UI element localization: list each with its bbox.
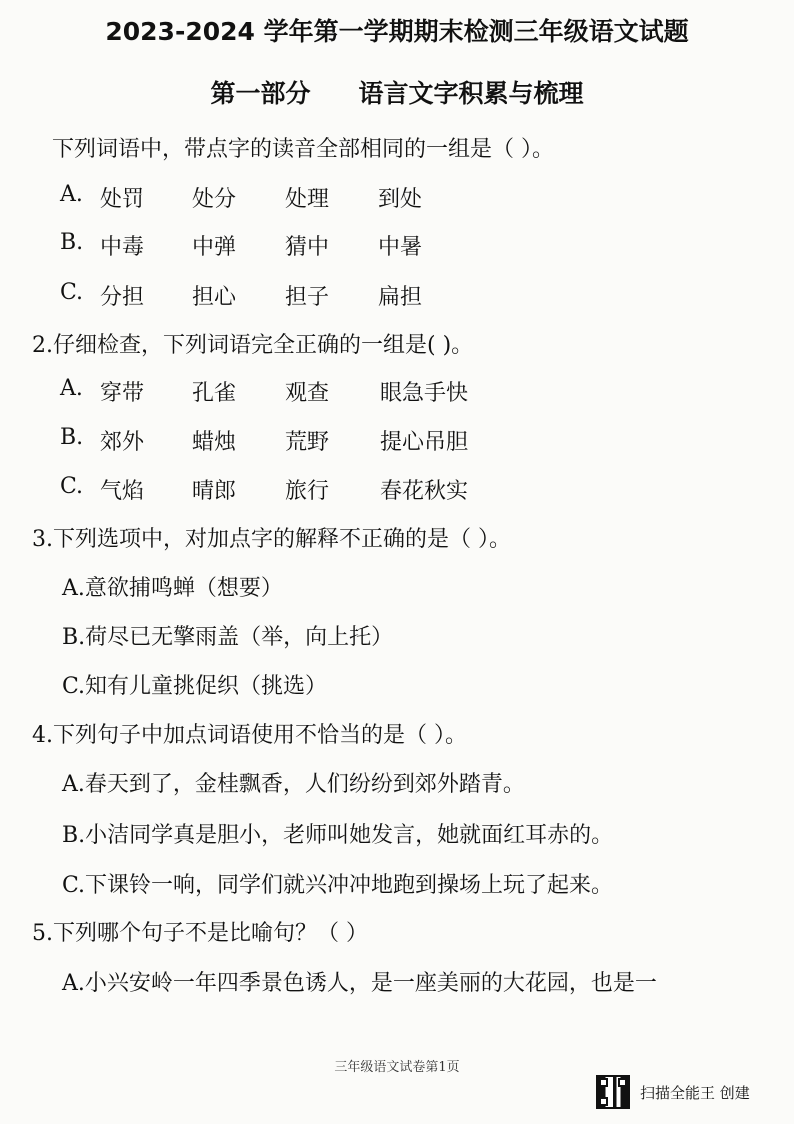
q2-option-c-word-4: 春花秋实 bbox=[380, 479, 469, 504]
q1-option-b-word-1: 中毒 bbox=[100, 235, 145, 260]
q2-option-b-word-3: 荒野 bbox=[285, 430, 330, 455]
q1-option-a-label: A. bbox=[60, 182, 83, 207]
q2-option-b-word-2: 蜡烛 bbox=[192, 430, 237, 455]
q1-option-b-word-2: 中弹 bbox=[192, 235, 237, 260]
q1-option-c-word-4: 扁担 bbox=[378, 285, 423, 310]
q2-option-a-label: A. bbox=[60, 376, 83, 401]
q1-option-a-word-2: 处分 bbox=[192, 187, 237, 212]
page-footer: 三年级语文试卷第1页 bbox=[334, 1060, 460, 1075]
question-2-stem: 2.仔细检查，下列词语完全正确的一组是( )。 bbox=[32, 333, 474, 358]
q2-option-a-word-4: 眼急手快 bbox=[380, 381, 469, 406]
question-5-stem: 5.下列哪个句子不是比喻句？（ ） bbox=[32, 921, 368, 946]
q2-option-b-word-4: 提心吊胆 bbox=[380, 430, 469, 455]
q3-option-b: B.荷尽已无擎雨盖（举，向上托） bbox=[62, 625, 394, 650]
q2-option-b-label: B. bbox=[60, 425, 84, 450]
q1-option-c-label: C. bbox=[60, 280, 84, 305]
q2-option-a-word-1: 穿带 bbox=[100, 381, 145, 406]
q1-option-a-word-1: 处罚 bbox=[100, 187, 145, 212]
q3-option-c: C.知有儿童挑促织（挑选） bbox=[62, 674, 328, 699]
exam-title: 2023-2024 学年第一学期期末检测三年级语文试题 bbox=[105, 17, 689, 46]
q4-option-a: A.春天到了，金桂飘香，人们纷纷到郊外踏青。 bbox=[62, 772, 525, 797]
q1-option-b-word-4: 中暑 bbox=[378, 235, 423, 260]
q4-option-b: B.小洁同学真是胆小，老师叫她发言，她就面红耳赤的。 bbox=[62, 823, 614, 848]
q1-option-c-word-1: 分担 bbox=[100, 285, 145, 310]
q5-option-a: A.小兴安岭一年四季景色诱人，是一座美丽的大花园，也是一 bbox=[62, 971, 657, 996]
q1-option-c-word-2: 担心 bbox=[192, 285, 237, 310]
question-1-stem: 下列词语中，带点字的读音全部相同的一组是（ ）。 bbox=[52, 137, 554, 162]
q1-option-c-word-3: 担子 bbox=[285, 285, 330, 310]
q1-option-a-word-4: 到处 bbox=[378, 187, 423, 212]
section-name: 语言文字积累与梳理 bbox=[358, 79, 584, 108]
qr-code-icon bbox=[596, 1075, 630, 1109]
section-heading bbox=[0, 74, 794, 110]
q1-option-b-label: B. bbox=[60, 230, 84, 255]
q2-option-b-word-1: 郊外 bbox=[100, 430, 145, 455]
question-3-stem: 3.下列选项中，对加点字的解释不正确的是（ ）。 bbox=[32, 527, 511, 552]
section-part: 第一部分 bbox=[210, 79, 311, 108]
q2-option-c-word-1: 气焰 bbox=[100, 479, 145, 504]
q4-option-c: C.下课铃一响，同学们就兴冲冲地跑到操场上玩了起来。 bbox=[62, 873, 614, 898]
q1-option-b-word-3: 猜中 bbox=[285, 235, 330, 260]
scanner-watermark: 扫描全能王 创建 bbox=[640, 1084, 750, 1102]
q2-option-a-word-3: 观查 bbox=[285, 381, 330, 406]
question-4-stem: 4.下列句子中加点词语使用不恰当的是（ ）。 bbox=[32, 723, 467, 748]
q2-option-c-word-3: 旅行 bbox=[285, 479, 330, 504]
q1-option-a-word-3: 处理 bbox=[285, 187, 330, 212]
q2-option-a-word-2: 孔雀 bbox=[192, 381, 237, 406]
q2-option-c-word-2: 晴郎 bbox=[192, 479, 237, 504]
q2-option-c-label: C. bbox=[60, 474, 84, 499]
q3-option-a: A.意欲捕鸣蝉（想要） bbox=[62, 576, 283, 601]
